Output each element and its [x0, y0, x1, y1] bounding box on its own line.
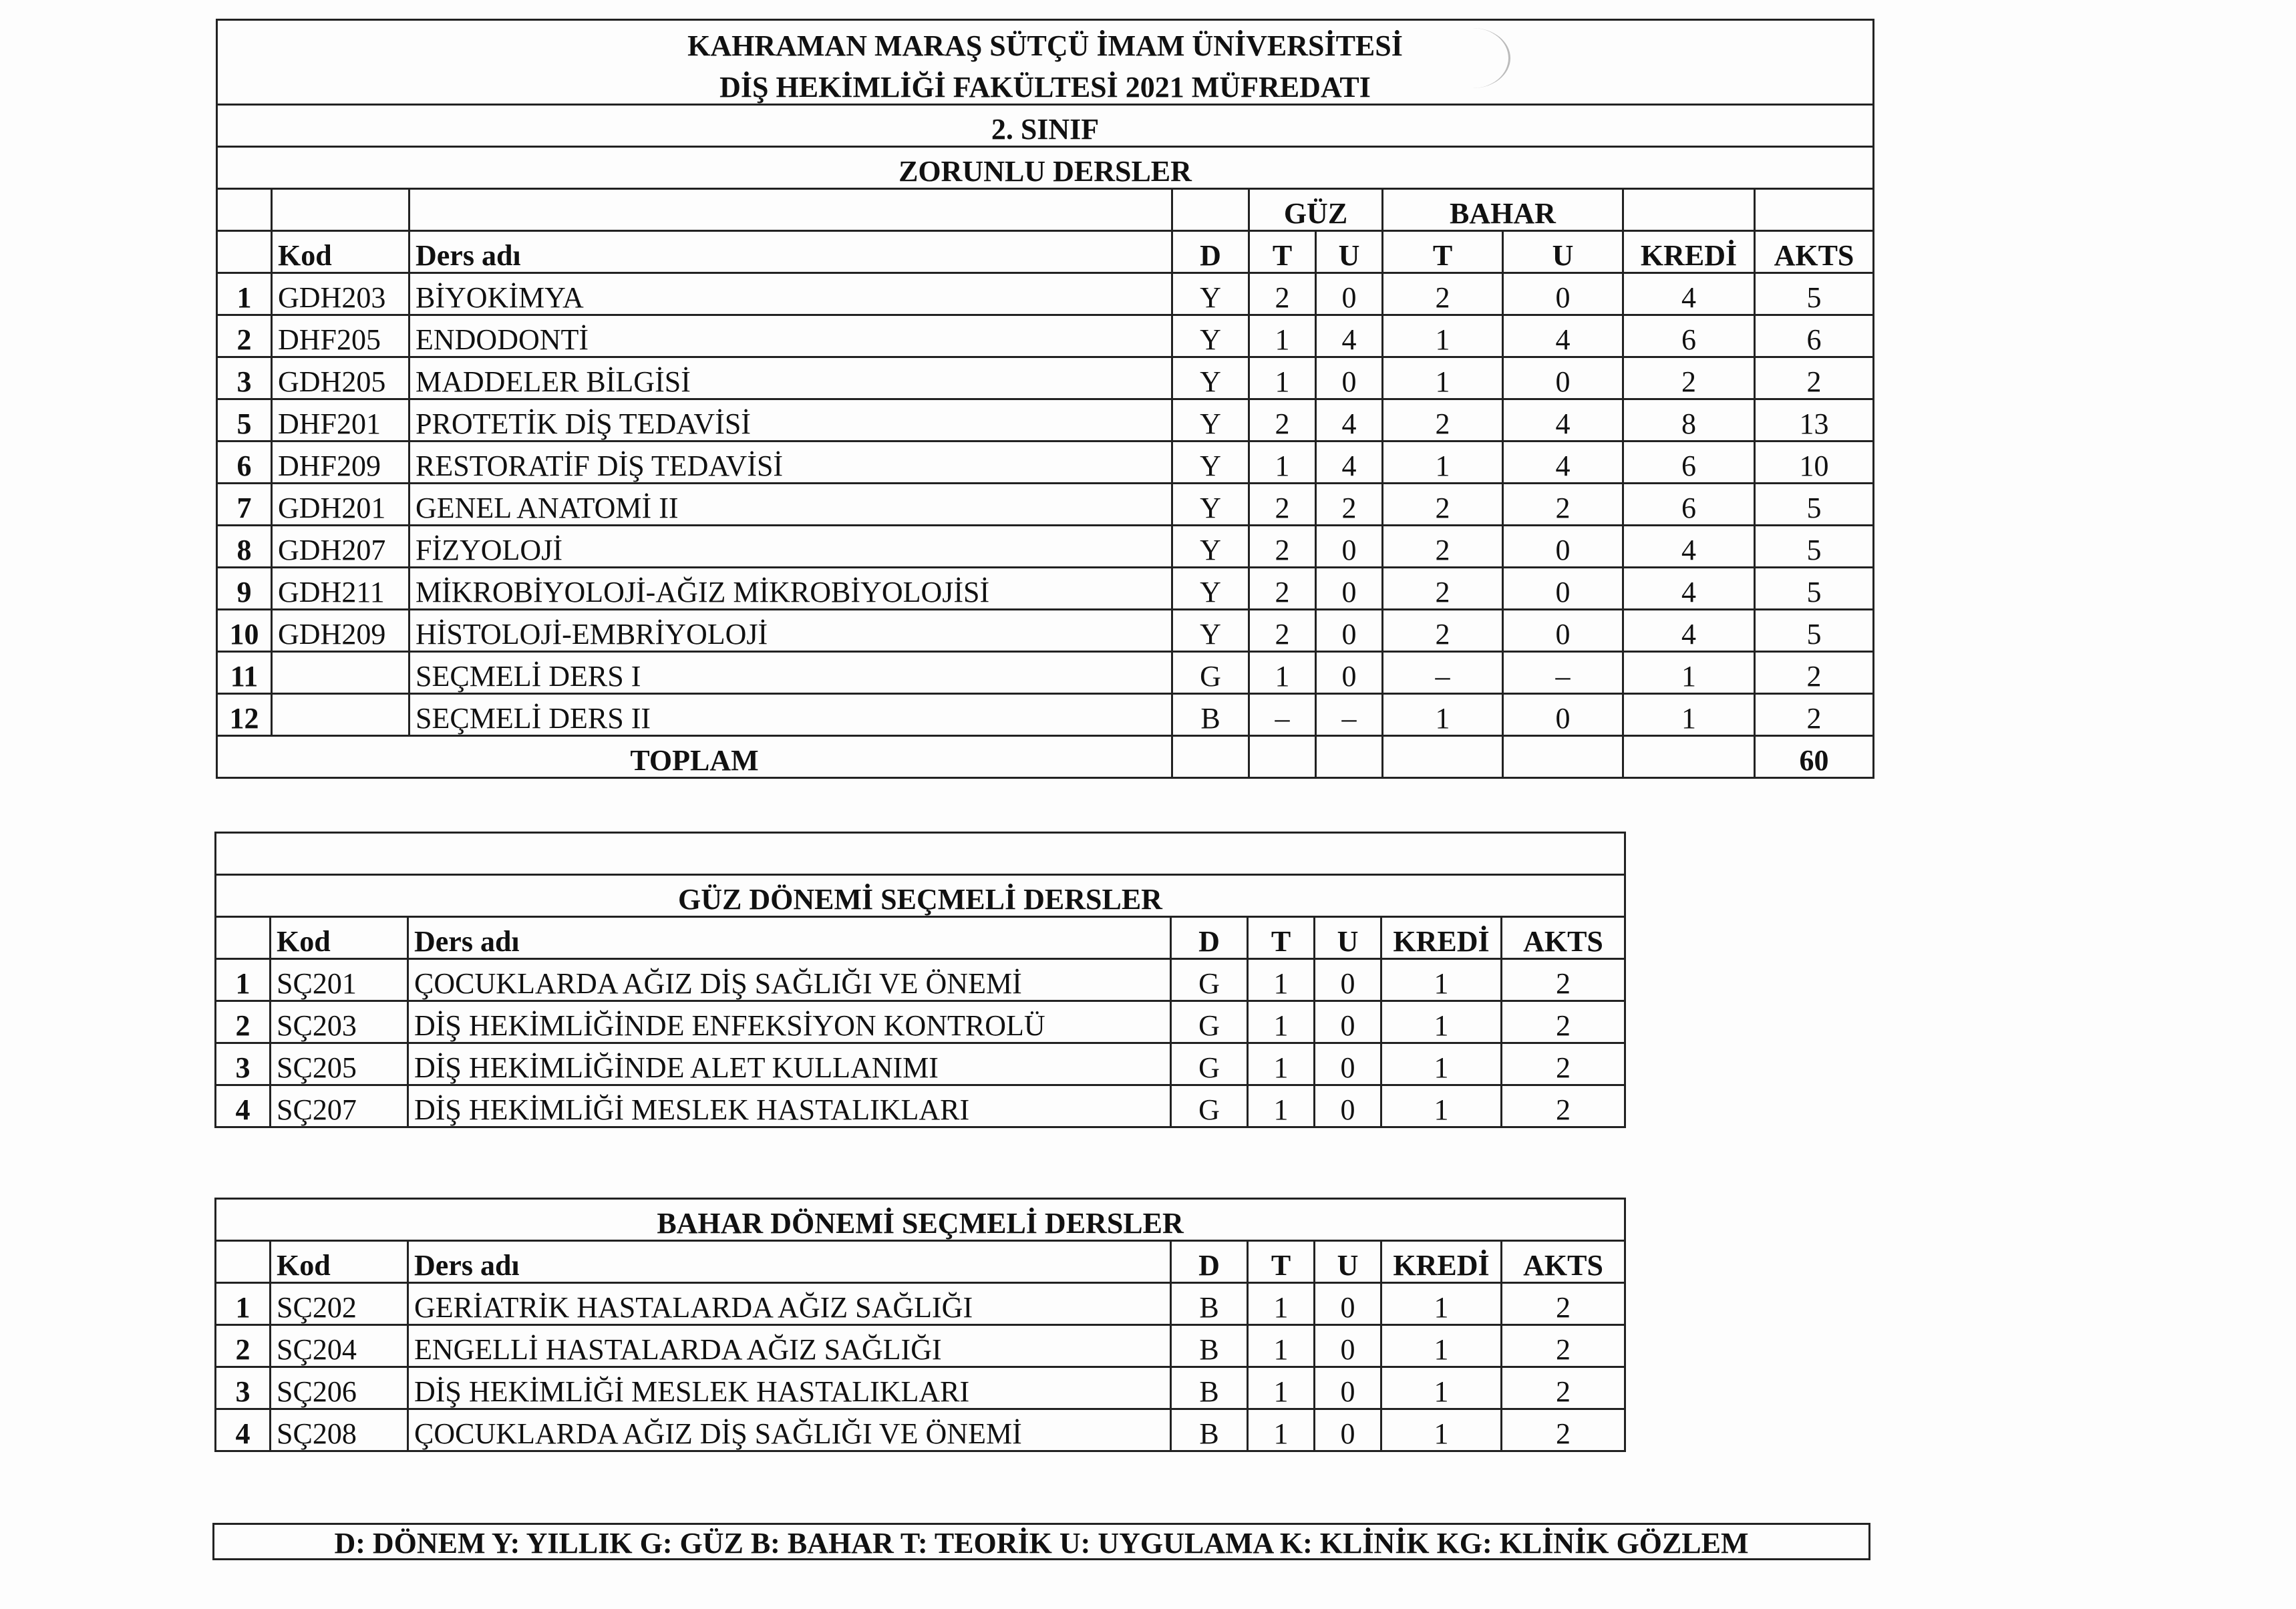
row-number: 2: [216, 1325, 271, 1367]
fall-theory-cell: 1: [1249, 652, 1316, 694]
col-header-u: U: [1315, 1241, 1381, 1283]
col-header-ects: AKTS: [1755, 231, 1874, 273]
col-header-d: D: [1171, 917, 1248, 959]
term-cell: Y: [1172, 399, 1249, 441]
blank-cell: [216, 1241, 271, 1283]
university-title: KAHRAMAN MARAŞ SÜTÇÜ İMAM ÜNİVERSİTESİ: [217, 20, 1874, 63]
blank-cell: [1623, 189, 1755, 231]
fall-theory-cell: 2: [1249, 568, 1316, 610]
group-header-spring: BAHAR: [1383, 189, 1623, 231]
row-number: 5: [217, 399, 272, 441]
fall-practice-cell: 4: [1316, 399, 1383, 441]
blank-row: [216, 833, 1625, 875]
row-number: 12: [217, 694, 272, 736]
row-number: 3: [216, 1367, 271, 1409]
theory-cell: 1: [1248, 1325, 1315, 1367]
blank-cell: [1316, 736, 1383, 778]
fall-practice-cell: 0: [1316, 652, 1383, 694]
spring-theory-cell: 1: [1383, 694, 1503, 736]
ects-cell: 5: [1755, 273, 1874, 315]
fall-practice-cell: 2: [1316, 484, 1383, 526]
fall-theory-cell: 1: [1249, 315, 1316, 357]
course-code: SÇ205: [271, 1043, 408, 1085]
col-header-code: Kod: [271, 1241, 408, 1283]
blank-cell: [1249, 736, 1316, 778]
table-row: [217, 315, 1874, 357]
blank-cell: [1623, 736, 1755, 778]
course-code: SÇ201: [271, 959, 408, 1001]
table-row: [216, 1409, 1625, 1451]
credit-cell: 1: [1381, 1283, 1502, 1325]
course-code: SÇ204: [271, 1325, 408, 1367]
blank-cell: [1503, 736, 1623, 778]
credit-cell: 1: [1381, 1409, 1502, 1451]
credit-cell: 1: [1381, 1367, 1502, 1409]
table-row: [216, 1001, 1625, 1043]
course-name: BİYOKİMYA: [409, 273, 1172, 315]
course-name: ENDODONTİ: [409, 315, 1172, 357]
practice-cell: 0: [1315, 1001, 1381, 1043]
spring-practice-cell: 0: [1503, 694, 1623, 736]
term-cell: G: [1172, 652, 1249, 694]
col-header-ects: AKTS: [1502, 917, 1625, 959]
theory-cell: 1: [1248, 1001, 1315, 1043]
table-row: [217, 357, 1874, 399]
ects-cell: 6: [1755, 315, 1874, 357]
term-cell: Y: [1172, 526, 1249, 568]
course-name: GENEL ANATOMİ II: [409, 484, 1172, 526]
course-code: SÇ203: [271, 1001, 408, 1043]
practice-cell: 0: [1315, 1325, 1381, 1367]
ects-cell: 5: [1755, 568, 1874, 610]
row-number: 1: [216, 1283, 271, 1325]
row-number: 6: [217, 441, 272, 484]
row-number: 4: [216, 1409, 271, 1451]
practice-cell: 0: [1315, 1283, 1381, 1325]
table-row: [217, 526, 1874, 568]
spring-practice-cell: –: [1503, 652, 1623, 694]
fall-electives-title: GÜZ DÖNEMİ SEÇMELİ DERSLER: [216, 875, 1625, 917]
compulsory-courses-table: [216, 19, 1874, 779]
term-cell: G: [1171, 1001, 1248, 1043]
col-header-credit: KREDİ: [1381, 917, 1502, 959]
course-code: GDH201: [272, 484, 409, 526]
fall-theory-cell: 2: [1249, 399, 1316, 441]
total-ects: 60: [1755, 736, 1874, 778]
credit-cell: 1: [1623, 652, 1755, 694]
course-name: ÇOCUKLARDA AĞIZ DİŞ SAĞLIĞI VE ÖNEMİ: [408, 959, 1171, 1001]
row-number: 11: [217, 652, 272, 694]
col-header-fall-u: U: [1316, 231, 1383, 273]
fall-theory-cell: 2: [1249, 610, 1316, 652]
credit-cell: 2: [1623, 357, 1755, 399]
table-row: [216, 959, 1625, 1001]
spring-electives-title: BAHAR DÖNEMİ SEÇMELİ DERSLER: [216, 1199, 1625, 1241]
practice-cell: 0: [1315, 1043, 1381, 1085]
course-code: SÇ207: [271, 1085, 408, 1127]
blank-cell: [1172, 189, 1249, 231]
term-cell: B: [1171, 1367, 1248, 1409]
term-cell: B: [1171, 1325, 1248, 1367]
ects-cell: 2: [1502, 1085, 1625, 1127]
section-title: ZORUNLU DERSLER: [217, 147, 1874, 189]
course-name: FİZYOLOJİ: [409, 526, 1172, 568]
credit-cell: 1: [1381, 1085, 1502, 1127]
col-header-spring-t: T: [1383, 231, 1503, 273]
course-name: HİSTOLOJİ-EMBRİYOLOJİ: [409, 610, 1172, 652]
spring-theory-cell: 1: [1383, 357, 1503, 399]
ects-cell: 2: [1502, 1325, 1625, 1367]
spring-electives-table: [214, 1198, 1626, 1452]
theory-cell: 1: [1248, 1085, 1315, 1127]
course-code: DHF209: [272, 441, 409, 484]
col-header-fall-t: T: [1249, 231, 1316, 273]
course-name: MADDELER BİLGİSİ: [409, 357, 1172, 399]
ects-cell: 2: [1502, 1043, 1625, 1085]
practice-cell: 0: [1315, 1409, 1381, 1451]
col-header-name: Ders adı: [408, 917, 1171, 959]
course-name: MİKROBİYOLOJİ-AĞIZ MİKROBİYOLOJİSİ: [409, 568, 1172, 610]
practice-cell: 0: [1315, 1085, 1381, 1127]
credit-cell: 1: [1381, 959, 1502, 1001]
course-code: DHF205: [272, 315, 409, 357]
table-row: [216, 1283, 1625, 1325]
credit-cell: 4: [1623, 610, 1755, 652]
spring-theory-cell: 1: [1383, 315, 1503, 357]
blank-cell: [272, 189, 409, 231]
fall-theory-cell: 1: [1249, 441, 1316, 484]
term-cell: Y: [1172, 441, 1249, 484]
fall-practice-cell: 4: [1316, 441, 1383, 484]
fall-practice-cell: 0: [1316, 357, 1383, 399]
spring-practice-cell: 4: [1503, 441, 1623, 484]
blank-cell: [216, 917, 271, 959]
row-number: 9: [217, 568, 272, 610]
term-cell: G: [1171, 959, 1248, 1001]
credit-cell: 4: [1623, 526, 1755, 568]
course-name: GERİATRİK HASTALARDA AĞIZ SAĞLIĞI: [408, 1283, 1171, 1325]
spring-theory-cell: 2: [1383, 399, 1503, 441]
col-header-u: U: [1315, 917, 1381, 959]
blank-cell: [217, 231, 272, 273]
class-title: 2. SINIF: [217, 105, 1874, 147]
credit-cell: 1: [1623, 694, 1755, 736]
ects-cell: 2: [1502, 1409, 1625, 1451]
term-cell: G: [1171, 1085, 1248, 1127]
row-number: 1: [216, 959, 271, 1001]
credit-cell: 8: [1623, 399, 1755, 441]
term-cell: Y: [1172, 568, 1249, 610]
course-code: SÇ208: [271, 1409, 408, 1451]
credit-cell: 6: [1623, 315, 1755, 357]
col-header-spring-u: U: [1503, 231, 1623, 273]
spring-practice-cell: 0: [1503, 568, 1623, 610]
ects-cell: 13: [1755, 399, 1874, 441]
col-header-code: Kod: [272, 231, 409, 273]
spring-theory-cell: 2: [1383, 526, 1503, 568]
term-cell: B: [1171, 1283, 1248, 1325]
ects-cell: 2: [1502, 1367, 1625, 1409]
blank-cell: [1383, 736, 1503, 778]
ects-cell: 5: [1755, 526, 1874, 568]
faculty-title: DİŞ HEKİMLİĞİ FAKÜLTESİ 2021 MÜFREDATI: [217, 62, 1874, 105]
spring-practice-cell: 0: [1503, 273, 1623, 315]
spring-theory-cell: 1: [1383, 441, 1503, 484]
table-row: [217, 610, 1874, 652]
fall-practice-cell: 0: [1316, 610, 1383, 652]
credit-cell: 1: [1381, 1001, 1502, 1043]
fall-theory-cell: 2: [1249, 273, 1316, 315]
ects-cell: 5: [1755, 484, 1874, 526]
table-row: [217, 441, 1874, 484]
course-code: GDH211: [272, 568, 409, 610]
fall-practice-cell: 0: [1316, 568, 1383, 610]
fall-electives-table: [214, 832, 1626, 1128]
fall-practice-cell: –: [1316, 694, 1383, 736]
course-name: DİŞ HEKİMLİĞİNDE ENFEKSİYON KONTROLÜ: [408, 1001, 1171, 1043]
table-row: [217, 399, 1874, 441]
ects-cell: 10: [1755, 441, 1874, 484]
course-name: ÇOCUKLARDA AĞIZ DİŞ SAĞLIĞI VE ÖNEMİ: [408, 1409, 1171, 1451]
practice-cell: 0: [1315, 959, 1381, 1001]
course-code: SÇ206: [271, 1367, 408, 1409]
course-name: PROTETİK DİŞ TEDAVİSİ: [409, 399, 1172, 441]
col-header-d: D: [1172, 231, 1249, 273]
theory-cell: 1: [1248, 1409, 1315, 1451]
credit-cell: 6: [1623, 484, 1755, 526]
course-name: SEÇMELİ DERS I: [409, 652, 1172, 694]
fall-theory-cell: 1: [1249, 357, 1316, 399]
credit-cell: 4: [1623, 568, 1755, 610]
table-row: [216, 1367, 1625, 1409]
spring-theory-cell: 2: [1383, 568, 1503, 610]
spring-practice-cell: 2: [1503, 484, 1623, 526]
col-header-credit: KREDİ: [1381, 1241, 1502, 1283]
spring-practice-cell: 0: [1503, 357, 1623, 399]
course-code: GDH203: [272, 273, 409, 315]
row-number: 4: [216, 1085, 271, 1127]
term-cell: B: [1171, 1409, 1248, 1451]
row-number: 3: [217, 357, 272, 399]
table-row: [217, 484, 1874, 526]
spring-practice-cell: 0: [1503, 610, 1623, 652]
col-header-d: D: [1171, 1241, 1248, 1283]
blank-cell: [1755, 189, 1874, 231]
theory-cell: 1: [1248, 959, 1315, 1001]
ects-cell: 2: [1502, 1001, 1625, 1043]
course-name: DİŞ HEKİMLİĞİ MESLEK HASTALIKLARI: [408, 1085, 1171, 1127]
col-header-t: T: [1248, 917, 1315, 959]
spring-theory-cell: 2: [1383, 484, 1503, 526]
term-cell: Y: [1172, 315, 1249, 357]
table-row: [217, 273, 1874, 315]
credit-cell: 1: [1381, 1325, 1502, 1367]
ects-cell: 2: [1755, 694, 1874, 736]
spring-practice-cell: 4: [1503, 399, 1623, 441]
total-label: TOPLAM: [217, 736, 1172, 778]
course-code: GDH205: [272, 357, 409, 399]
row-number: 2: [216, 1001, 271, 1043]
course-code: [272, 652, 409, 694]
theory-cell: 1: [1248, 1367, 1315, 1409]
col-header-name: Ders adı: [408, 1241, 1171, 1283]
fall-theory-cell: 2: [1249, 526, 1316, 568]
blank-cell: [217, 189, 272, 231]
table-row: [216, 1325, 1625, 1367]
ects-cell: 2: [1755, 652, 1874, 694]
fall-theory-cell: 2: [1249, 484, 1316, 526]
table-row: [216, 1085, 1625, 1127]
credit-cell: 6: [1623, 441, 1755, 484]
ects-cell: 5: [1755, 610, 1874, 652]
course-name: DİŞ HEKİMLİĞİNDE ALET KULLANIMI: [408, 1043, 1171, 1085]
theory-cell: 1: [1248, 1043, 1315, 1085]
row-number: 2: [217, 315, 272, 357]
blank-cell: [1172, 736, 1249, 778]
fall-practice-cell: 4: [1316, 315, 1383, 357]
fall-practice-cell: 0: [1316, 526, 1383, 568]
spring-theory-cell: 2: [1383, 273, 1503, 315]
blank-cell: [409, 189, 1172, 231]
row-number: 8: [217, 526, 272, 568]
course-name: RESTORATİF DİŞ TEDAVİSİ: [409, 441, 1172, 484]
col-header-code: Kod: [271, 917, 408, 959]
group-header-fall: GÜZ: [1249, 189, 1383, 231]
row-number: 7: [217, 484, 272, 526]
col-header-credit: KREDİ: [1623, 231, 1755, 273]
spring-practice-cell: 0: [1503, 526, 1623, 568]
ects-cell: 2: [1502, 1283, 1625, 1325]
course-code: GDH209: [272, 610, 409, 652]
term-cell: Y: [1172, 357, 1249, 399]
table-row: [217, 694, 1874, 736]
term-cell: G: [1171, 1043, 1248, 1085]
practice-cell: 0: [1315, 1367, 1381, 1409]
table-row: [217, 568, 1874, 610]
col-header-name: Ders adı: [409, 231, 1172, 273]
spring-theory-cell: –: [1383, 652, 1503, 694]
spring-theory-cell: 2: [1383, 610, 1503, 652]
table-row: [217, 652, 1874, 694]
theory-cell: 1: [1248, 1283, 1315, 1325]
course-code: DHF201: [272, 399, 409, 441]
fall-theory-cell: –: [1249, 694, 1316, 736]
term-cell: Y: [1172, 484, 1249, 526]
ects-cell: 2: [1755, 357, 1874, 399]
spring-practice-cell: 4: [1503, 315, 1623, 357]
ects-cell: 2: [1502, 959, 1625, 1001]
credit-cell: 4: [1623, 273, 1755, 315]
course-code: [272, 694, 409, 736]
credit-cell: 1: [1381, 1043, 1502, 1085]
course-code: GDH207: [272, 526, 409, 568]
col-header-t: T: [1248, 1241, 1315, 1283]
course-name: SEÇMELİ DERS II: [409, 694, 1172, 736]
table-row: [216, 1043, 1625, 1085]
term-cell: Y: [1172, 610, 1249, 652]
term-cell: Y: [1172, 273, 1249, 315]
course-name: DİŞ HEKİMLİĞİ MESLEK HASTALIKLARI: [408, 1367, 1171, 1409]
col-header-ects: AKTS: [1502, 1241, 1625, 1283]
course-code: SÇ202: [271, 1283, 408, 1325]
course-name: ENGELLİ HASTALARDA AĞIZ SAĞLIĞI: [408, 1325, 1171, 1367]
term-cell: B: [1172, 694, 1249, 736]
row-number: 1: [217, 273, 272, 315]
total-row: [217, 736, 1874, 778]
fall-practice-cell: 0: [1316, 273, 1383, 315]
row-number: 10: [217, 610, 272, 652]
row-number: 3: [216, 1043, 271, 1085]
legend-box: D: DÖNEM Y: YILLIK G: GÜZ B: BAHAR T: TEORİK U: UYGULAMA K: KLİNİK KG: KLİNİK GÖZLEM: [212, 1523, 1870, 1560]
